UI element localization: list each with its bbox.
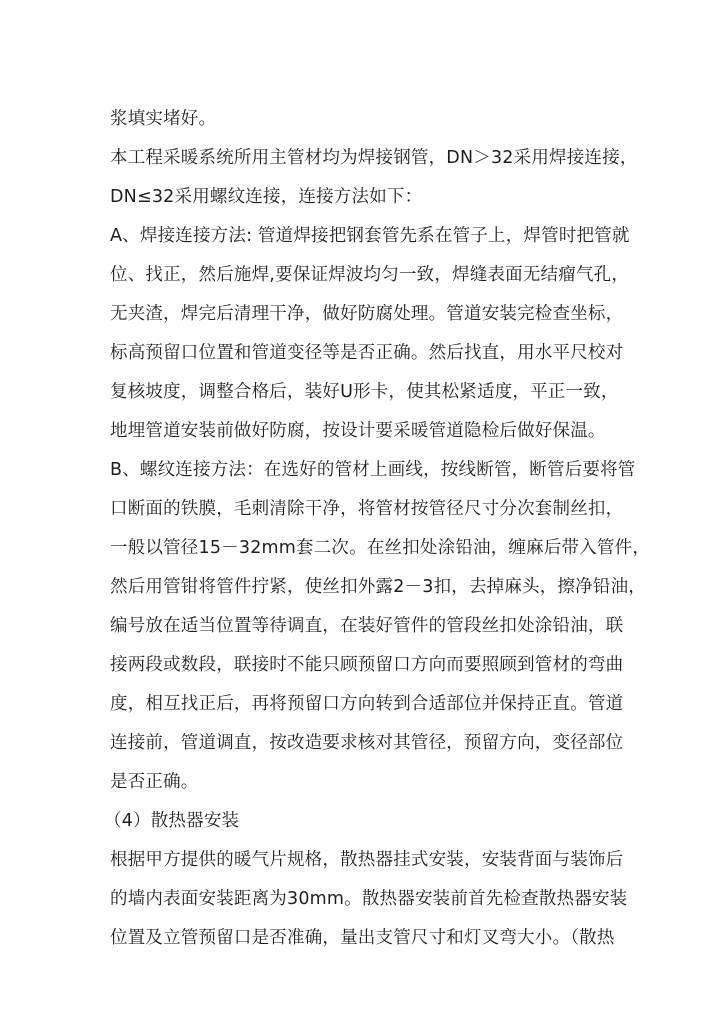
section-heading: （4）散热器安装 <box>104 811 240 831</box>
text-line: B、螺纹连接方法：在选好的管材上画线，按线断管，断管后要将管 <box>110 460 636 480</box>
text-line: 口断面的铁膜，毛刺清除干净，将管材按管径尺寸分次套制丝扣， <box>110 499 624 519</box>
text-line: 浆填实堵好。 <box>110 109 217 129</box>
text-line: 然后用管钳将管件拧紧，使丝扣外露2－3扣，去掉麻头，擦净铅油， <box>110 577 646 597</box>
text-line: DN≤32采用螺纹连接，连接方法如下： <box>110 187 423 207</box>
text-line: 接两段或数段，联接时不能只顾预留口方向而要照顾到管材的弯曲 <box>110 655 624 675</box>
text-line: 本工程采暖系统所用主管材均为焊接钢管，DN＞32采用焊接连接， <box>110 148 638 168</box>
text-line: 根据甲方提供的暖气片规格，散热器挂式安装，安装背面与装饰后 <box>110 850 624 870</box>
text-line: 地埋管道安装前做好防腐，按设计要采暖管道隐检后做好保温。 <box>110 421 606 441</box>
text-line: A、焊接连接方法: 管道焊接把钢套管先系在管子上，焊管时把管就 <box>110 226 630 246</box>
text-line: 的墙内表面安装距离为30mm。散热器安装前首先检查散热器安装 <box>110 889 628 909</box>
text-line: 无夹渣，焊完后清理干净，做好防腐处理。管道安装完检查坐标， <box>110 304 624 324</box>
text-line: 复核坡度，调整合格后，装好U形卡，使其松紧适度，平正一致， <box>110 382 619 402</box>
text-line: 标高预留口位置和管道变径等是否正确。然后找直，用水平尺校对 <box>110 343 624 363</box>
text-line: 编号放在适当位置等待调直，在装好管件的管段丝扣处涂铅油，联 <box>110 616 624 636</box>
text-line: 位、找正，然后施焊,要保证焊波均匀一致，焊缝表面无结瘤气孔， <box>110 265 630 285</box>
text-line: 位置及立管预留口是否准确，量出支管尺寸和灯叉弯大小。（散热 <box>110 928 615 948</box>
text-line: 度，相互找正后，再将预留口方向转到合适部位并保持正直。管道 <box>110 694 624 714</box>
text-line: 连接前，管道调直，按改造要求核对其管径，预留方向，变径部位 <box>110 733 624 753</box>
text-line: 是否正确。 <box>110 772 199 792</box>
text-line: 一般以管径15－32mm套二次。在丝扣处涂铅油，缠麻后带入管件， <box>110 538 651 558</box>
